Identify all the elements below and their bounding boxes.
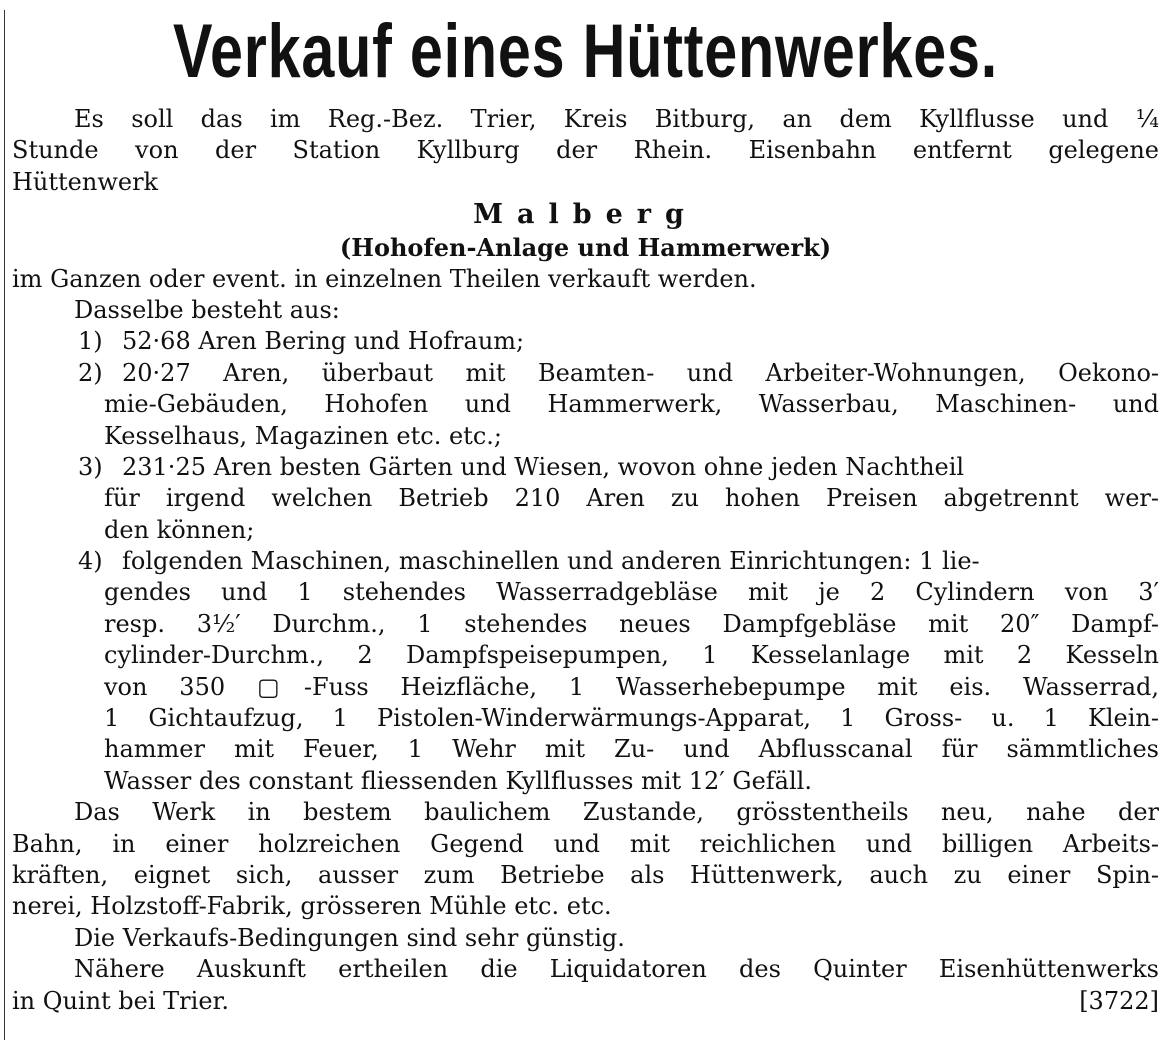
list-item-4-cont: von 350 ▢-Fuss Heizfläche, 1 Wasserhebepumpe mit eis. Wasserrad,	[104, 672, 1159, 701]
property-name: Malberg	[473, 199, 698, 231]
item-number: 1)	[78, 327, 103, 356]
contact-location: in Quint bei Trier.	[12, 986, 229, 1015]
item-text: 52·68 Aren Bering und Hofraum;	[122, 327, 525, 356]
page-title: Verkauf eines Hüttenwerkes.	[173, 9, 998, 94]
closing-line: nerei, Holzstoff-Fabrik, grösseren Mühle etc. etc.	[12, 892, 612, 921]
list-item-4	[12, 546, 1159, 577]
closing-line: kräften, eignet sich, ausser zum Betriebe als Hüttenwerk, auch zu einer Spin-	[12, 860, 1159, 889]
list-item-4-cont: Wasser des constant fliessenden Kyllflusses mit 12′ Gefäll.	[104, 766, 812, 795]
contact-line: Nähere Auskunft ertheilen die Liquidatoren des Quinter Eisenhüttenwerks	[74, 955, 1159, 984]
reference-number: [3722]	[1079, 986, 1159, 1015]
list-item-2	[12, 358, 1159, 389]
item-text: 20·27 Aren, überbaut mit Beamten- und Arbeiter-Wohnungen, Oekono-	[122, 358, 1159, 387]
item-text: 231·25 Aren besten Gärten und Wiesen, wovon ohne jeden Nachtheil	[122, 452, 965, 481]
conditions-line: Die Verkaufs-Bedingungen sind sehr günstig.	[74, 923, 625, 952]
intro-line-3: Hüttenwerk	[12, 167, 159, 196]
consists-line: Dasselbe besteht aus:	[74, 295, 340, 324]
closing-line: Bahn, in einer holzreichen Gegend und mit reichlichen und billigen Arbeits-	[12, 829, 1159, 858]
sale-line: im Ganzen oder event. in einzelnen Theilen verkauft werden.	[12, 264, 757, 293]
list-item-1	[12, 326, 1159, 357]
property-description: (Hohofen-Anlage und Hammerwerk)	[339, 233, 832, 263]
closing-line: Das Werk in bestem baulichem Zustande, grösstentheils neu, nahe der	[74, 798, 1159, 827]
list-item-2-cont: mie-Gebäuden, Hohofen und Hammerwerk, Wasserbau, Maschinen- und	[104, 390, 1159, 419]
item-number: 2)	[78, 358, 103, 387]
final-line	[12, 986, 1159, 1017]
list-item-4-cont: hammer mit Feuer, 1 Wehr mit Zu- und Abflusscanal für sämmtliches	[104, 735, 1159, 764]
list-item-3-cont: den können;	[104, 515, 255, 544]
item-text: folgenden Maschinen, maschinellen und anderen Einrichtungen: 1 lie-	[122, 547, 980, 576]
list-item-4-cont: gendes und 1 stehendes Wasserradgebläse mit je 2 Cylindern von 3′	[104, 578, 1159, 607]
list-item-3	[12, 452, 1159, 483]
intro-line-1: Es soll das im Reg.-Bez. Trier, Kreis Bitburg, an dem Kyllflusse und ¼	[74, 105, 1159, 133]
list-item-4-cont: cylinder-Durchm., 2 Dampfspeisepumpen, 1 Kesselanlage mit 2 Kesseln	[104, 641, 1159, 670]
list-item-4-cont: 1 Gichtaufzug, 1 Pistolen-Winderwärmungs-Apparat, 1 Gross- u. 1 Klein-	[104, 704, 1159, 733]
left-border-rule	[4, 10, 5, 1040]
list-item-4-cont: resp. 3½′ Durchm., 1 stehendes neues Dampfgebläse mit 20″ Dampf-	[104, 609, 1159, 638]
list-item-3-cont: für irgend welchen Betrieb 210 Aren zu hohen Preisen abgetrennt wer-	[104, 484, 1159, 513]
intro-line-2: Stunde von der Station Kyllburg der Rhein. Eisenbahn entfernt gelegene	[12, 136, 1159, 165]
list-item-2-cont: Kesselhaus, Magazinen etc. etc.;	[104, 421, 502, 450]
item-number: 3)	[78, 452, 103, 481]
item-number: 4)	[78, 547, 103, 576]
